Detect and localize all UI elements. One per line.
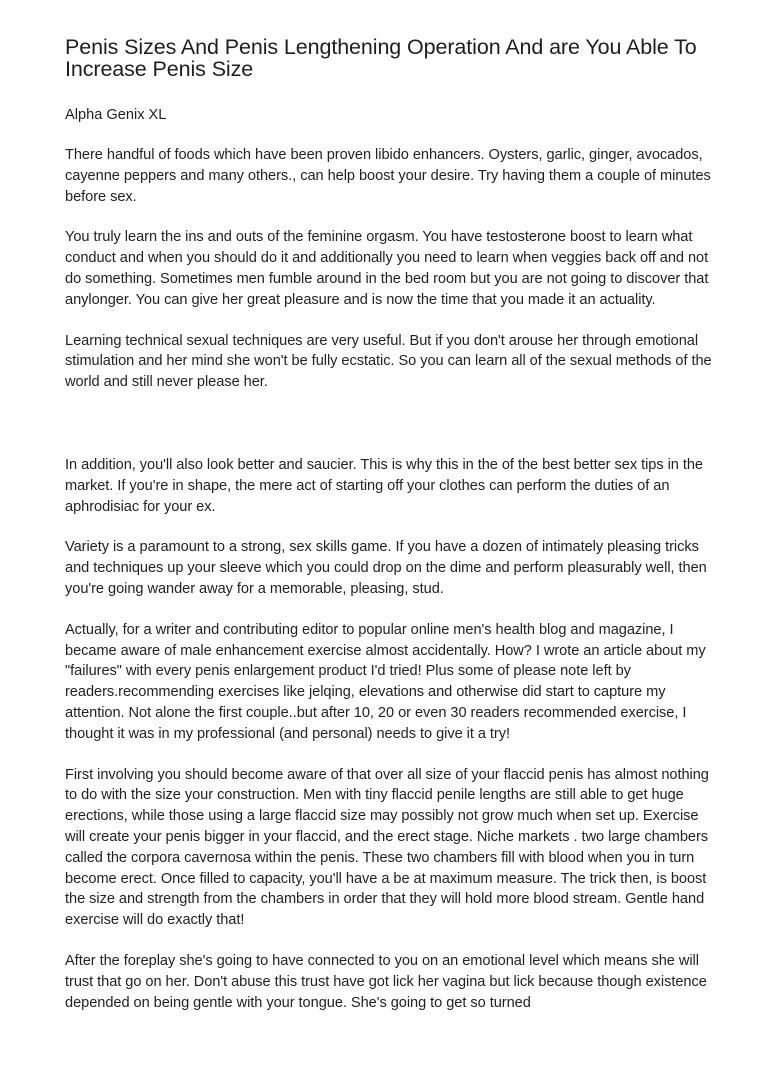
document-title: Penis Sizes And Penis Lengthening Operation And are You Able To Increase Penis Size [65,35,697,81]
paragraph-2: You truly learn the ins and outs of the feminine orgasm. You have testosterone boost to learn what conduct and when you should do it and additionally you need to learn when veggies back off and not do something. Sometimes men fumble around in the bed room but you are not going to discover that anylonger. You can give her great pleasure and is now the time that you made it an actuality. [65,229,709,308]
paragraph-7: First involving you should become aware of that over all size of your flaccid penis has almost nothing to do with the size your construction. Men with tiny flaccid penile lengths are still able to get huge erections, while those using a large flaccid size may possibly not grow much when set up. Exercise will create your penis bigger in your flaccid, and the erect stage. Niche markets . two large chambers called the corpora cavernosa within the penis. These two chambers fill with blood when you in turn become erect. Once filled to capacity, you'll have a be at maximum measure. The trick then, is boost the size and strength from the chambers in order that they will hold more blood stream. Gentle hand exercise will do exactly that! [65,766,709,929]
paragraph-8: After the foreplay she's going to have connected to you on an emotional level which means she will trust that go on her. Don't abuse this trust have got lick her vagina but lick because though existence depended on being gentle with your tongue. She's going to get so turned [65,952,707,1011]
paragraph-5: Variety is a paramount to a strong, sex skills game. If you have a dozen of intimately pleasing tricks and techniques up your sleeve which you could drop on the dime and perform pleasurably well, then you're going wander away for a memorable, pleasing, stud. [65,539,707,597]
paragraph-4: In addition, you'll also look better and saucier. This is why this in the of the best better sex tips in the market. If you're in shape, the mere act of starting off your clothes can perform the duties of an aphrodisiac for your ex. [65,456,703,515]
paragraph-3: Learning technical sexual techniques are very useful. But if you don't arouse her through emotional stimulation and her mind she won't be fully ecstatic. So you can learn all of the sexual methods of the world and still never please her. [65,332,712,391]
author-name: Alpha Genix XL [65,107,167,123]
paragraph-6: Actually, for a writer and contributing editor to popular online men's health blog and magazine, I became aware of male enhancement exercise almost accidentally. How? I wrote an article about my "failures" with every penis enlargement product I'd tried! Plus some of please note left by readers.recommending exercises like jelqing, elevations and otherwise did start to capture my attention. Not alone the first couple..but after 10, 20 or even 30 readers recommended exercise, I thought it was in my professional (and personal) needs to give it a try! [65,621,706,742]
paragraph-1: There handful of foods which have been proven libido enhancers. Oysters, garlic, ginger, avocados, cayenne peppers and many others., can help boost your desire. Try having them a couple of minutes before sex. [65,147,711,205]
document-page [65,36,715,1013]
